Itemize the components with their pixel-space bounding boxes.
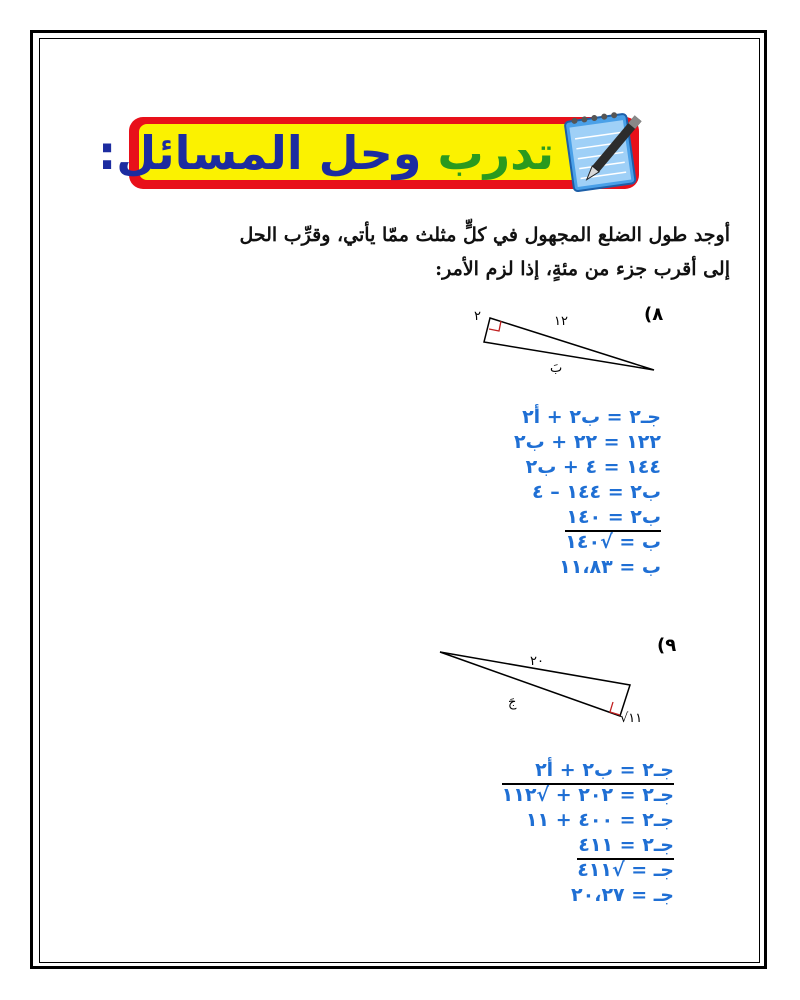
solution-9-step-2 xyxy=(502,783,674,808)
problem-8-number: ٨) xyxy=(644,304,664,325)
instructions-line-2: إلى أقرب جزء من مئةٍ، إذا لزم الأمر: xyxy=(435,258,730,280)
sqrt-11-squared: جـ٢ = ٢٠٢ + √١١٢ xyxy=(501,784,674,806)
solution-9-step-4: جـ٢ = ٤١١ xyxy=(578,834,674,856)
triangle-8-label-short: ٢ xyxy=(474,309,481,324)
banner-title-part2: وحل المسائل: xyxy=(97,126,422,180)
solution-9-step-1: جـ٢ = ب٢ + أ٢ xyxy=(535,759,674,781)
problem-8-solution xyxy=(514,405,661,580)
solution-8-step-1: جـ٢ = ب٢ + أ٢ xyxy=(522,406,661,428)
problem-9-number: ٩) xyxy=(657,635,677,656)
solution-8-step-5: ب٢ = ١٤٠ xyxy=(566,506,661,528)
sqrt-411: جـ = √٤١١ xyxy=(577,859,674,881)
problem-9-solution xyxy=(502,758,674,908)
solution-8-step-3: ١٤٤ = ٤ + ب٢ xyxy=(525,456,661,478)
triangle-9-label-short: √١١ xyxy=(620,711,643,726)
instructions-line-1: أوجد طول الضلع المجهول في كلٍّ مثلث ممّا يأتي، وقرِّب الحل xyxy=(239,224,730,246)
right-angle-mark-8 xyxy=(489,321,501,331)
notepad-pen-icon xyxy=(561,103,647,199)
banner-title xyxy=(98,125,554,181)
triangle-9-label-unknown: جَ xyxy=(508,695,517,710)
solution-8-step-6 xyxy=(514,530,661,555)
problem-8-triangle xyxy=(470,300,670,390)
triangle-8-label-hyp: ١٢ xyxy=(554,314,568,329)
banner-title-part1: تدرب xyxy=(437,126,554,180)
instructions xyxy=(170,218,730,286)
section-banner xyxy=(97,117,639,189)
solution-8-step-2: ١٢٢ = ٢٢ + ب٢ xyxy=(513,431,661,453)
solution-8-step-4: ب٢ = ١٤٤ – ٤ xyxy=(532,481,661,503)
triangle-9-label-long: ٢٠ xyxy=(530,654,544,669)
right-angle-mark-9 xyxy=(610,702,620,715)
solution-9-step-6: جـ = ٢٠،٢٧ xyxy=(571,884,674,906)
sqrt-140: ب = √١٤٠ xyxy=(565,531,661,553)
triangle-8-shape xyxy=(484,318,654,370)
solution-9-step-5 xyxy=(502,858,674,883)
triangle-8-label-unknown: بَ xyxy=(550,361,563,376)
solution-8-step-7: ب = ١١،٨٣ xyxy=(559,556,661,578)
problem-9-triangle xyxy=(430,640,660,730)
solution-9-step-3: جـ٢ = ٤٠٠ + ١١ xyxy=(525,809,674,831)
